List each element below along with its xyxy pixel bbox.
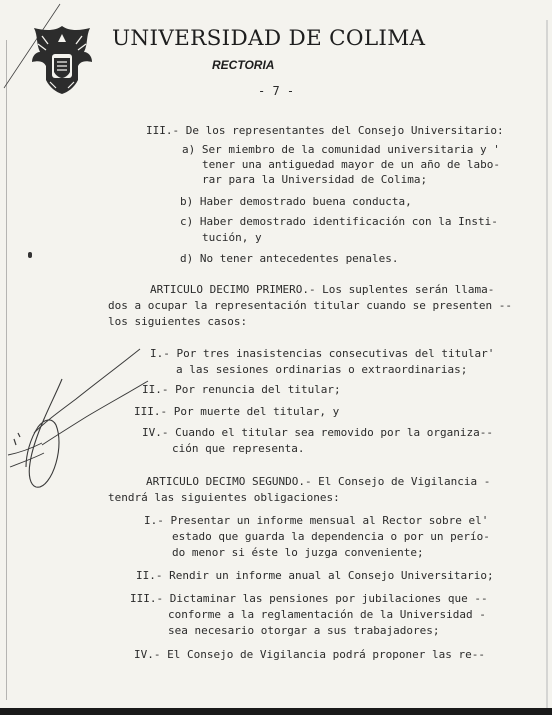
handwritten-signature [0, 345, 150, 515]
case-ii: II.- Por renuncia del titular; [142, 383, 341, 396]
case-iv-line-2: ción que representa. [172, 442, 305, 455]
obligation-iii-line-3: sea necesario otorgar a sus trabajadores; [168, 624, 440, 637]
item-a-line-3: rar para la Universidad de Colima; [202, 173, 428, 186]
obligation-i-line-2: estado que guarda la dependencia o por un perío- [172, 530, 490, 543]
article-11-line-1: ARTICULO DECIMO PRIMERO.- Los suplentes serán llama- [150, 283, 495, 296]
article-12-line-1: ARTICULO DECIMO SEGUNDO.- El Consejo de Vigilancia - [146, 475, 491, 488]
right-edge-line [546, 20, 548, 710]
obligation-iii-line-2: conforme a la reglamentación de la Universidad - [168, 608, 486, 621]
case-iv-line-1: IV.- Cuando el titular sea removido por la organiza-- [142, 426, 493, 439]
page-number: - 7 - [258, 84, 295, 98]
office-subtitle: RECTORIA [212, 58, 275, 72]
institution-title: UNIVERSIDAD DE COLIMA [112, 26, 426, 51]
item-a-line-2: tener una antiguedad mayor de un año de labo- [202, 158, 501, 171]
case-iii: III.- Por muerte del titular, y [134, 405, 340, 418]
case-i-line-1: I.- Por tres inasistencias consecutivas del titular' [150, 347, 495, 360]
article-12-line-2: tendrá las siguientes obligaciones: [108, 491, 340, 504]
article-11-line-2: dos a ocupar la representación titular cuando se presenten -- [108, 299, 512, 312]
obligation-ii: II.- Rendir un informe anual al Consejo Universitario; [136, 569, 494, 582]
item-d: d) No tener antecedentes penales. [180, 252, 399, 265]
item-c-line-2: tución, y [202, 231, 262, 244]
obligation-iv-line-1: IV.- El Consejo de Vigilancia podrá proponer las re-- [134, 648, 485, 661]
margin-dot [28, 252, 32, 258]
section-iii-heading: III.- De los representantes del Consejo Universitario: [146, 124, 504, 137]
item-c-line-1: c) Haber demostrado identificación con la Insti- [180, 215, 498, 228]
article-11-line-3: los siguientes casos: [108, 315, 248, 328]
university-crest-logo [28, 22, 96, 96]
obligation-i-line-1: I.- Presentar un informe mensual al Rector sobre el' [144, 514, 489, 527]
item-b: b) Haber demostrado buena conducta, [180, 195, 412, 208]
bottom-edge-shadow [0, 708, 552, 715]
obligation-i-line-3: do menor si éste lo juzga conveniente; [172, 546, 424, 559]
obligation-iii-line-1: III.- Dictaminar las pensiones por jubilaciones que -- [130, 592, 488, 605]
case-i-line-2: a las sesiones ordinarias o extraordinarias; [176, 363, 468, 376]
item-a-line-1: a) Ser miembro de la comunidad universitaria y ' [182, 143, 500, 156]
